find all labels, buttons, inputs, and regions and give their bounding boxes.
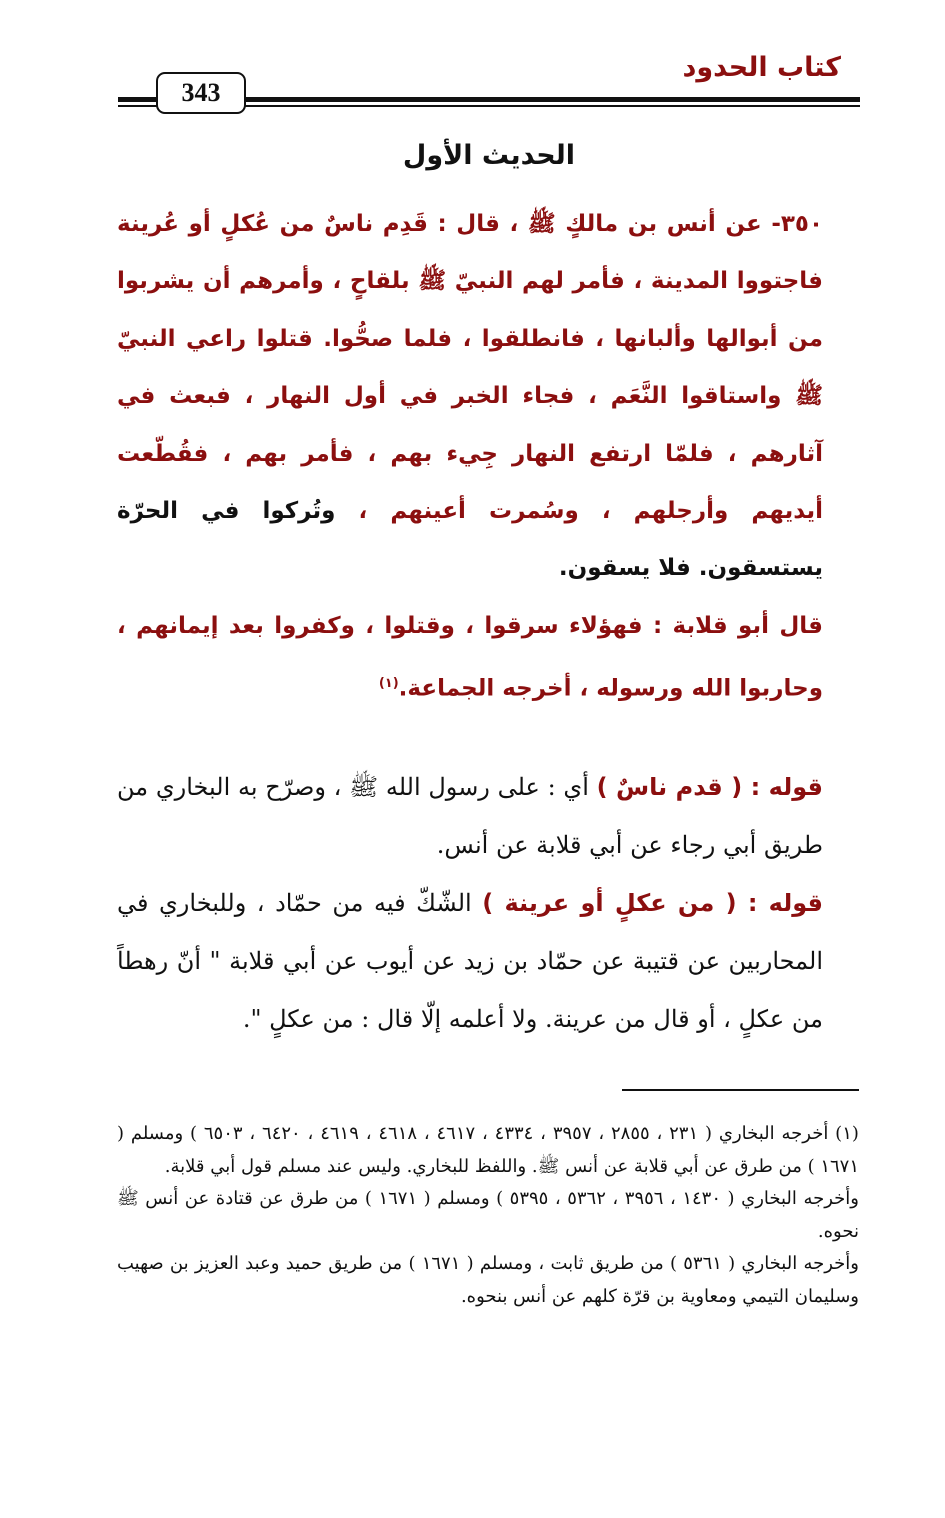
abu-qilaba-text: قال أبو قلابة : فهؤلاء سرقوا ، وقتلوا ، وكفروا بعد إيمانهم ، وحاربوا الله ورسوله ، أخرجه الجماعة. xyxy=(117,612,823,702)
hadith-ending: وتُركوا في الحرّة يستسقون. فلا يسقون. xyxy=(117,498,823,582)
page-number: 343 xyxy=(156,72,246,114)
commentary-quote: قوله : ( من عكلٍ أو عرينة ) xyxy=(482,889,823,917)
commentary-text: الشّكّ فيه من حمّاد ، وللبخاري في المحاربين عن قتيبة عن حمّاد بن زيد عن أيوب عن أبي قلابة " أنّ رهطاً من عكلٍ ، أو قال من عرينة. ولا أعلمه إلّا قال : من عكلٍ ". xyxy=(117,889,823,1033)
footnotes xyxy=(117,1118,859,1313)
hadith-text xyxy=(117,196,859,718)
hadith-paragraph xyxy=(117,196,859,598)
commentary-text: أي : على رسول الله ﷺ ، وصرّح به البخاري من طريق أبي رجاء عن أبي قلابة عن أنس. xyxy=(117,773,823,859)
book-title: كتاب الحدود xyxy=(682,52,841,83)
abu-qilaba-paragraph xyxy=(117,598,859,718)
commentary xyxy=(117,758,859,1048)
commentary-quote: قوله : ( قدم ناسٌ ) xyxy=(596,773,824,801)
footnote: (١) أخرجه البخاري ( ٢٣١ ، ٢٨٥٥ ، ٣٩٥٧ ، ٤٣٣٤ ، ٤٦١٧ ، ٤٦١٨ ، ٤٦١٩ ، ٦٤٢٠ ، ٦٥٠٣ ) ومسلم ( ١٦٧١ ) من طرق عن أبي قلابة عن أنس ﷺ. واللفظ للبخاري. وليس عند مسلم قول أبي قلابة. xyxy=(117,1123,859,1177)
footnote-reference: (١) xyxy=(378,676,399,692)
commentary-paragraph xyxy=(117,874,859,1048)
hadith-body: ٣٥٠- عن أنس بن مالكٍ ﷺ ، قال : قَدِم ناسٌ من عُكلٍ أو عُرينة فاجتووا المدينة ، فأمر لهم النبيّ ﷺ بلقاحٍ ، وأمرهم أن يشربوا من أبوالها وألبانها ، فانطلقوا ، فلما صحُّوا. قتلوا راعي النبيّ ﷺ واستاقوا النَّعَم ، فجاء الخبر في أول النهار ، فبعث في آثارهم ، فلمّا ارتفع النهار جِيء بهم ، فأمر بهم ، فقُطّعت أيديهم وأرجلهم ، وسُمرت أعينهم ، xyxy=(117,211,824,525)
footnote: وأخرجه البخاري ( ١٤٣٠ ، ٣٩٥٦ ، ٥٣٦٢ ، ٥٣٩٥ ) ومسلم ( ١٦٧١ ) من طرق عن قتادة عن أنس ﷺ نحوه. xyxy=(117,1188,859,1242)
section-heading: الحديث الأول xyxy=(402,140,576,171)
commentary-paragraph xyxy=(117,758,859,874)
footnote-divider xyxy=(622,1089,859,1091)
footnote: وأخرجه البخاري ( ٥٣٦١ ) من طريق ثابت ، ومسلم ( ١٦٧١ ) من طريق حميد وعبد العزيز بن صهيب وسليمان التيمي ومعاوية بن قرّة كلهم عن أنس بنحوه. xyxy=(117,1253,859,1307)
